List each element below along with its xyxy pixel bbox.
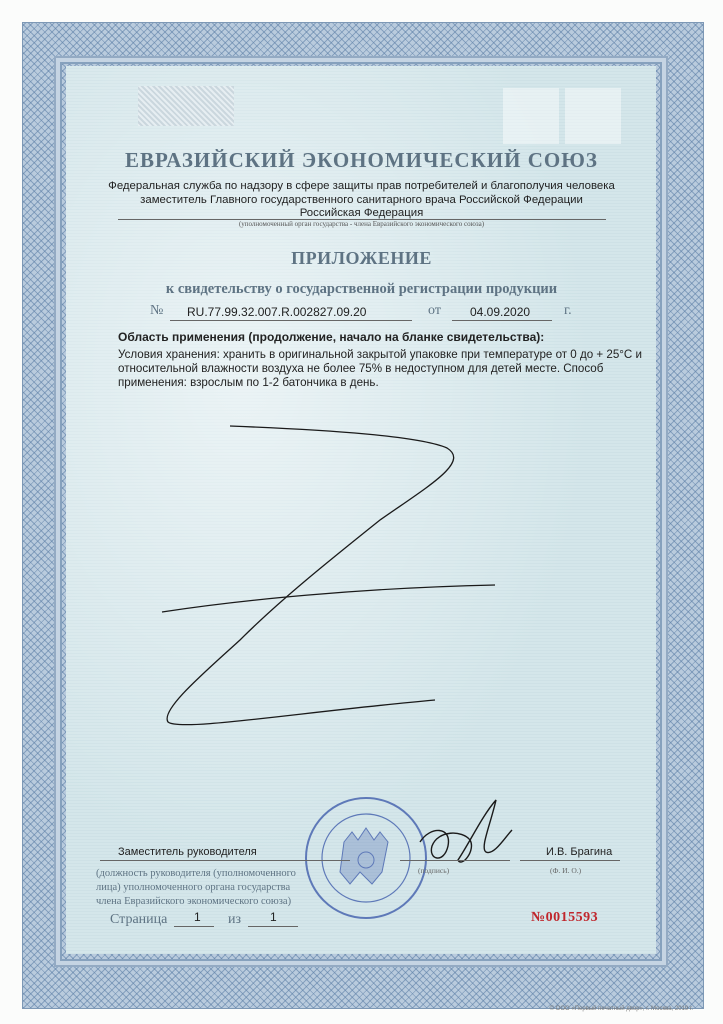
scope-line-1: Условия хранения: хранить в оригинальной закрытой упаковке при температуре от 0 до + 25°С и: [118, 348, 642, 361]
name-note: (Ф. И. О.): [550, 866, 582, 875]
union-heading: ЕВРАЗИЙСКИЙ ЭКОНОМИЧЕСКИЙ СОЮЗ: [125, 148, 598, 172]
name-underline: [520, 860, 620, 861]
page-number: 1: [194, 910, 201, 924]
reg-number-label: №: [150, 303, 164, 318]
total-underline: [248, 926, 298, 927]
authority-note: (уполномоченный орган государства - члена Евразийского экономического союза): [238, 220, 485, 228]
scope-heading: Область применения (продолжение, начало на бланке свидетельства):: [118, 330, 545, 344]
service-line-1: Федеральная служба по надзору в сфере защиты прав потребителей и благополучия человека: [108, 180, 615, 192]
service-line-3: Российская Федерация: [299, 207, 424, 219]
signature: [420, 800, 512, 862]
appendix-subtitle: к свидетельству о государственной регистрации продукции: [165, 281, 558, 297]
blank-space-cross-line: [162, 585, 495, 612]
page-label: Страница: [110, 912, 168, 927]
signer-position: Заместитель руководителя: [118, 846, 257, 858]
reg-date-label: от: [428, 303, 441, 318]
reg-date: 04.09.2020: [470, 305, 531, 319]
signature-underline: [400, 860, 510, 861]
page-total: 1: [270, 910, 277, 924]
form-number: №0015593: [531, 910, 599, 925]
appendix-title: ПРИЛОЖЕНИЕ: [291, 248, 432, 268]
signature-note: (подпись): [418, 866, 450, 875]
position-underline: [100, 860, 350, 861]
of-label: из: [228, 912, 242, 927]
blank-space-z-mark: [167, 426, 454, 725]
position-note-line-1: (должность руководителя (уполномоченного: [96, 868, 296, 879]
official-seal: [306, 798, 426, 918]
scope-line-2: относительной влажности воздуха не более 75% в недоступном для детей месте. Способ: [118, 362, 604, 375]
reg-year-suffix: г.: [564, 303, 572, 318]
position-note-line-2: лица) уполномоченного органа государства: [96, 882, 291, 893]
printer-note: © ООО «Первый печатный двор», г. Москва, 2019 г.: [549, 1006, 693, 1012]
page-underline: [174, 926, 214, 927]
service-line-2: заместитель Главного государственного санитарного врача Российской Федерации: [140, 194, 583, 206]
scope-line-3: применения: взрослым по 1-2 батончика в день.: [118, 376, 379, 389]
signer-name: И.В. Брагина: [546, 846, 613, 858]
position-note-line-3: члена Евразийского экономического союза): [96, 896, 292, 907]
reg-number: RU.77.99.32.007.R.002827.09.20: [187, 305, 367, 319]
